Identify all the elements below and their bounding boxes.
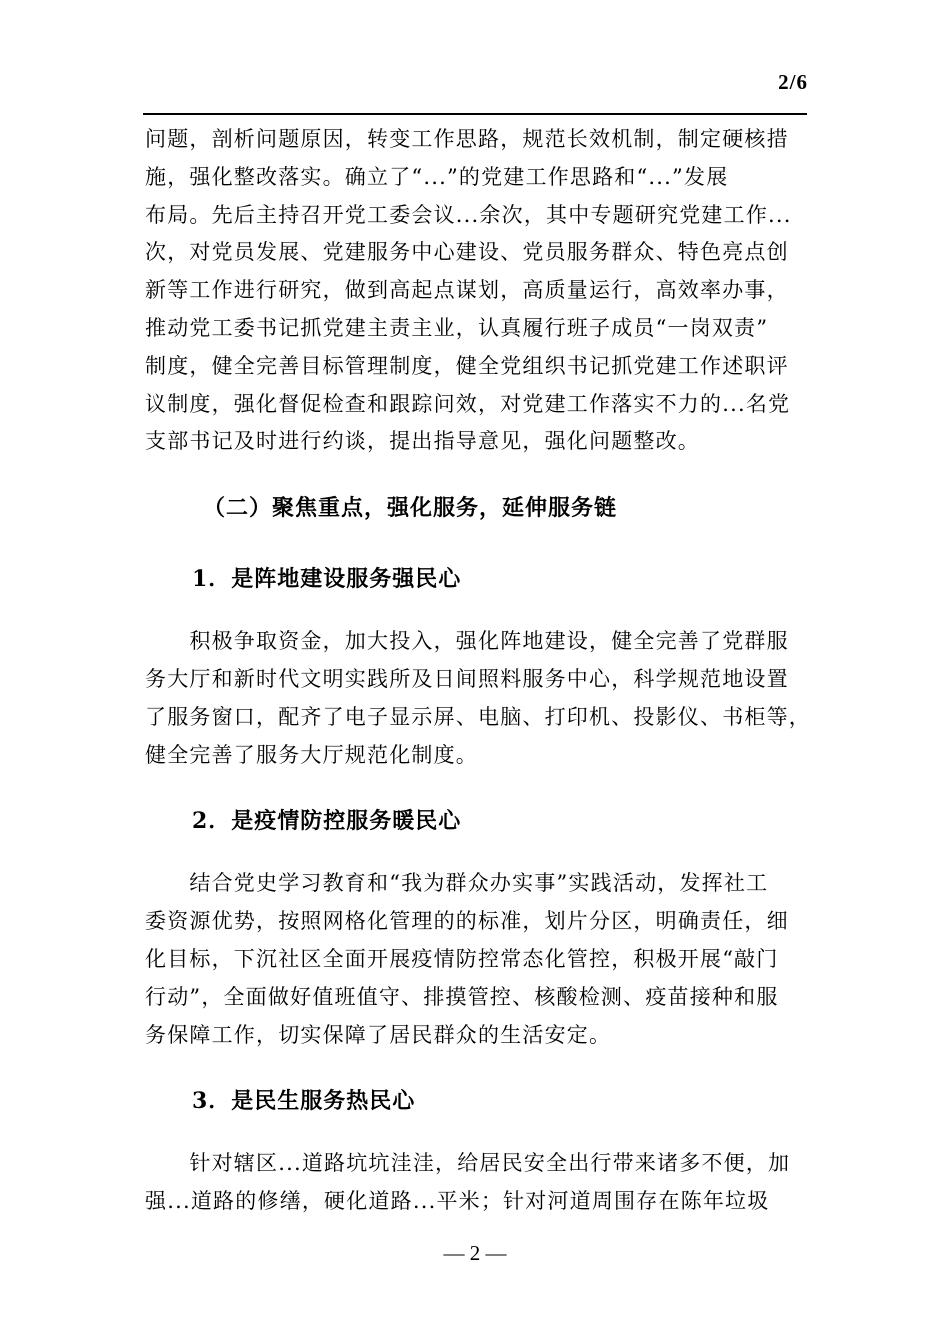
subsection-heading-3: 3．是民生服务热民心 [192,1088,416,1115]
text-line: 次，对党员发展、党建服务中心建设、党员服务群众、特色亮点创 [145,240,789,265]
text-line: 健全完善了服务大厅规范化制度。 [145,742,478,767]
text-line: 布局。先后主持召开党工委会议...余次，其中专题研究党建工作... [145,202,792,227]
text-line: 结合党史学习教育和“我为群众办实事”实践活动，发挥社工 [145,871,769,896]
text-line: 积极争取资金，加大投入，强化阵地建设，健全完善了党群服 [145,629,789,654]
paragraph-3 [145,865,809,1054]
text-line: 行动”，全面做好值班值守、排摸管控、核酸检测、疫苗接种和服 [145,984,779,1009]
section-heading: （二）聚焦重点，强化服务，延伸服务链 [203,495,618,522]
text-line: 化目标，下沉社区全面开展疫情防控常态化管控，积极开展“敲门 [145,946,779,971]
text-line: 支部书记及时进行约谈，提出指导意见，强化问题整改。 [145,429,700,454]
text-line: 了服务窗口，配齐了电子显示屏、电脑、打印机、投影仪、书柜等， [145,704,811,729]
paragraph-4 [145,1145,809,1221]
page-number-footer: — 2 — [443,1241,507,1265]
header-rule [143,113,807,115]
text-line: 问题，剖析问题原因，转变工作思路，规范长效机制，制定硬核措 [145,127,789,151]
text-line: 新等工作进行研究，做到高起点谋划，高质量运行，高效率办事， [145,278,789,303]
document-body [145,121,809,1221]
text-line: 推动党工委书记抓党建主责主业，认真履行班子成员“一岗双责” [145,315,769,340]
text-line: 议制度，强化督促检查和跟踪问效，对党建工作落实不力的...名党 [145,391,791,416]
text-line: 制度，健全完善目标管理制度，健全党组织书记抓党建工作述职评 [145,353,789,378]
page-counter: 2/6 [778,70,808,94]
paragraph-1 [145,121,809,461]
text-line: 强...道路的修缮，硬化道路...平米；针对河道周围存在陈年垃圾 [145,1189,770,1214]
text-line: 务保障工作，切实保障了居民群众的生活安定。 [145,1022,612,1047]
text-line: 委资源优势，按照网格化管理的的标准，划片分区，明确责任，细 [145,909,789,934]
paragraph-2 [145,623,809,774]
text-line: 施，强化整改落实。确立了“...”的党建工作思路和“...”发展 [145,164,729,189]
text-line: 务大厅和新时代文明实践所及日间照料服务中心，科学规范地设置 [145,666,789,691]
text-line: 针对辖区...道路坑坑洼洼，给居民安全出行带来诸多不便，加 [145,1151,791,1176]
subsection-heading-2: 2．是疫情防控服务暖民心 [192,808,462,835]
subsection-heading-1: 1．是阵地建设服务强民心 [192,566,462,593]
